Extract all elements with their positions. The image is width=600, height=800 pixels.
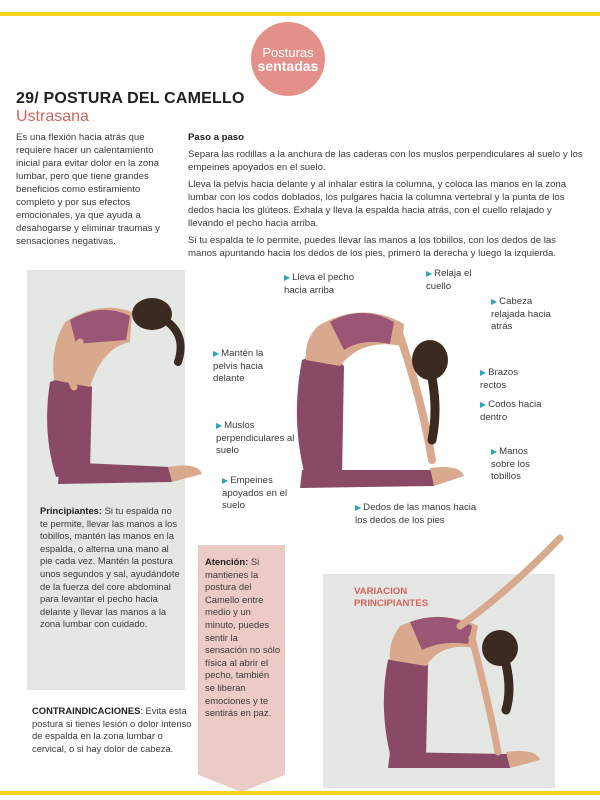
contraindications-label: CONTRAINDICACIONES <box>32 705 141 716</box>
annotation-pelvis-text: Mantén la pelvis hacia delante <box>213 348 264 385</box>
arrow-icon: ▶ <box>213 349 220 358</box>
annotation-pecho-text: Lleva el pecho hacia arriba <box>284 272 355 296</box>
annotation-cuello-text: Relaja el cuello <box>426 268 472 292</box>
arrow-icon: ▶ <box>216 421 223 430</box>
figure-half-camel-thigh <box>47 378 92 477</box>
arrow-icon: ▶ <box>480 400 487 409</box>
contraindications-note <box>32 705 192 755</box>
figure-variation-feet <box>506 751 540 768</box>
annotation-manos <box>491 446 551 484</box>
figure-variation-head <box>482 630 518 666</box>
arrow-icon: ▶ <box>491 447 498 456</box>
steps-heading: Paso a paso <box>188 132 244 143</box>
figure-full-camel-hair <box>432 378 435 440</box>
annotation-codos-text: Codos hacia dentro <box>480 399 542 423</box>
annotation-muslos <box>216 420 296 458</box>
section-badge <box>251 22 325 96</box>
annotation-codos <box>480 399 542 424</box>
figure-variation <box>360 530 580 770</box>
annotation-pecho <box>284 272 360 297</box>
figure-full-camel <box>282 290 472 510</box>
attention-note <box>205 556 281 720</box>
figure-half-camel <box>20 262 223 502</box>
arrow-icon: ▶ <box>222 476 229 485</box>
arrow-icon: ▶ <box>491 297 498 306</box>
beginners-text: Si tu espalda no te permite, llevar las manos a los tobillos, mantén las manos en la espalda, o alterna una mano al pie cada vez. Mantén la postura unos segundos y sal, ayudándote de la fuerza del core abdominal para levantar el pecho hacia delante y llevar las manos a la zona lumbar con cuidado. <box>40 505 180 630</box>
pose-title: 29/ POSTURA DEL CAMELLO <box>16 90 245 107</box>
annotation-brazos-text: Brazos rectos <box>480 367 519 391</box>
arrow-icon: ▶ <box>284 273 291 282</box>
variation-label: VARIACION PRINCIPIANTES <box>354 586 429 609</box>
attention-label: Atención: <box>205 556 249 567</box>
section-badge-line2: sentadas <box>257 57 319 74</box>
beginners-label: Principiantes: <box>40 505 102 516</box>
pose-subtitle: Ustrasana <box>16 108 89 125</box>
annotation-brazos <box>480 367 540 392</box>
annotation-cuello <box>426 268 476 293</box>
annotation-muslos-text: Muslos perpendiculares al suelo <box>216 420 295 457</box>
section-badge-line1: Posturas <box>262 44 314 60</box>
annotation-dedos <box>355 502 485 527</box>
annotation-cabeza-text: Cabeza relajada hacia atrás <box>491 296 551 333</box>
arrow-icon: ▶ <box>355 503 362 512</box>
step-paragraph-1: Separa las rodillas a la anchura de las caderas con los muslos perpendiculares al suelo y los empeines apoyados en el suelo. <box>188 149 583 173</box>
figure-variation-raised-arm <box>460 538 560 626</box>
figure-variation-thigh <box>384 656 428 762</box>
step-paragraph-2: Lleva la pelvis hacia delante y al inhalar estira la columna, y coloca las manos en la zona lumbar con los codos doblados, los pulgares hacia la columna vertebral y la punta de los dedos hacia los glúteos. Exhala y lleva la espalda hacia atrás, con el cuello relajado y llevando el pecho hacia arriba. <box>188 179 567 229</box>
figure-full-camel-thigh <box>297 355 344 480</box>
arrow-icon: ▶ <box>426 269 433 278</box>
intro-paragraph: Es una flexión hacia atrás que requiere hacer un calentamiento inicial para evitar dolor en la zona lumbar, pero que tiene grandes beneficios como estiramiento completo y por sus efectos emocionales, ya que ayuda a desahogarse y eliminar traumas y sensaciones negativas. <box>16 132 160 247</box>
top-yellow-rule <box>0 12 600 16</box>
annotation-cabeza <box>491 296 565 334</box>
figure-variation-hair <box>506 664 509 710</box>
attention-text: Si mantienes la postura del Camello entre medio y un minuto, puedes sentir la sensación no sólo física al abrir el pecho, también se liberan emociones y te sentirás en paz. <box>205 556 281 719</box>
steps-block <box>188 131 584 264</box>
annotation-dedos-text: Dedos de las manos hacia los dedos de los pies <box>355 502 477 526</box>
annotation-empeines <box>222 475 298 513</box>
annotation-manos-text: Manos sobre los tobillos <box>491 446 530 483</box>
annotation-empeines-text: Empeines apoyados en el suelo <box>222 475 288 512</box>
bottom-yellow-rule <box>0 791 600 795</box>
arrow-icon: ▶ <box>480 368 487 377</box>
figure-half-camel-feet <box>168 466 202 482</box>
figure-full-camel-feet <box>430 467 464 486</box>
contraindications-text: : Evita esta postura si tienes lesión o dolor intenso de espalda en la zona lumbar o cervical, o si hay dolor de cabeza. <box>32 705 192 754</box>
beginners-note <box>40 505 180 631</box>
step-paragraph-3: Si tu espalda te lo permite, puedes llevar las manos a los tobillos, con los dedos de las manos apuntando hacia los dedos de los pies, primero la derecha y luego la izquierda. <box>188 235 556 259</box>
annotation-pelvis <box>213 348 283 386</box>
